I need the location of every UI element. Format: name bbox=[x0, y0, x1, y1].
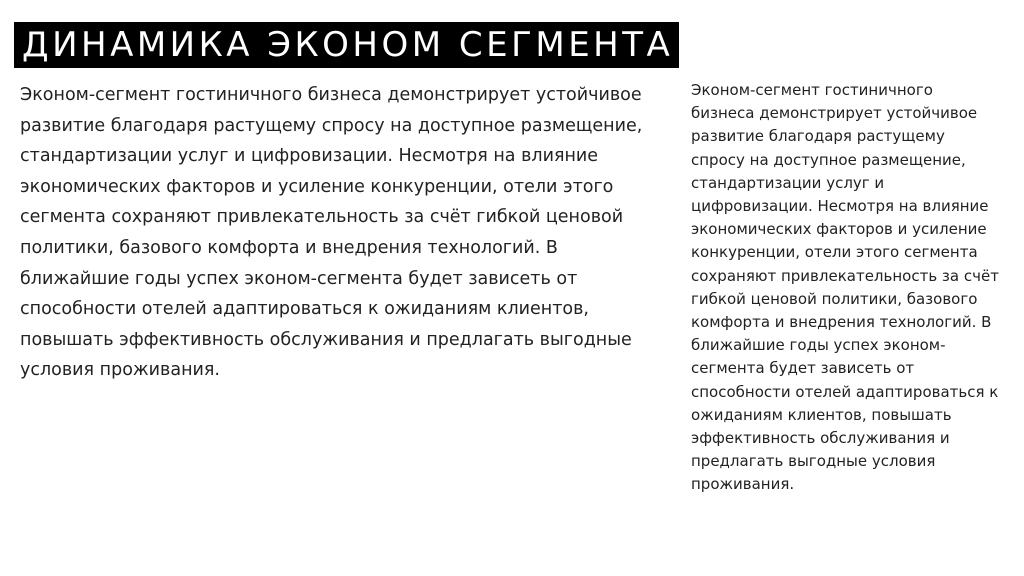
main-paragraph: Эконом-сегмент гостиничного бизнеса демонстрирует устойчивое развитие благодаря растущему спросу на доступное размещение, стандартизации услуг и цифровизации. Несмотря на влияние экономических факторов и усиление конкуренции, отели этого сегмента сохраняют привлекательность за счёт гибкой ценовой политики, базового комфорта и внедрения технологий. В ближайшие годы успех эконом-сегмента будет зависеть от способности отелей адаптироваться к ожиданиям клиентов, повышать эффективность обслуживания и предлагать выгодные условия проживания. bbox=[20, 85, 643, 381]
side-paragraph: Эконом-сегмент гостиничного бизнеса демонстрирует устойчивое развитие благодаря растущему спросу на доступное размещение, стандартизации услуг и цифровизации. Несмотря на влияние экономических факторов и усиление конкуренции, отели этого сегмента сохраняют привлекательность за счёт гибкой ценовой политики, базового комфорта и внедрения технологий. В ближайшие годы успех эконом-сегмента будет зависеть от способности отелей адаптироваться к ожиданиям клиентов, повышать эффективность обслуживания и предлагать выгодные условия проживания. bbox=[691, 81, 999, 494]
slide-title: ДИНАМИКА ЭКОНОМ СЕГМЕНТА bbox=[22, 25, 674, 65]
title-bar bbox=[14, 22, 679, 68]
